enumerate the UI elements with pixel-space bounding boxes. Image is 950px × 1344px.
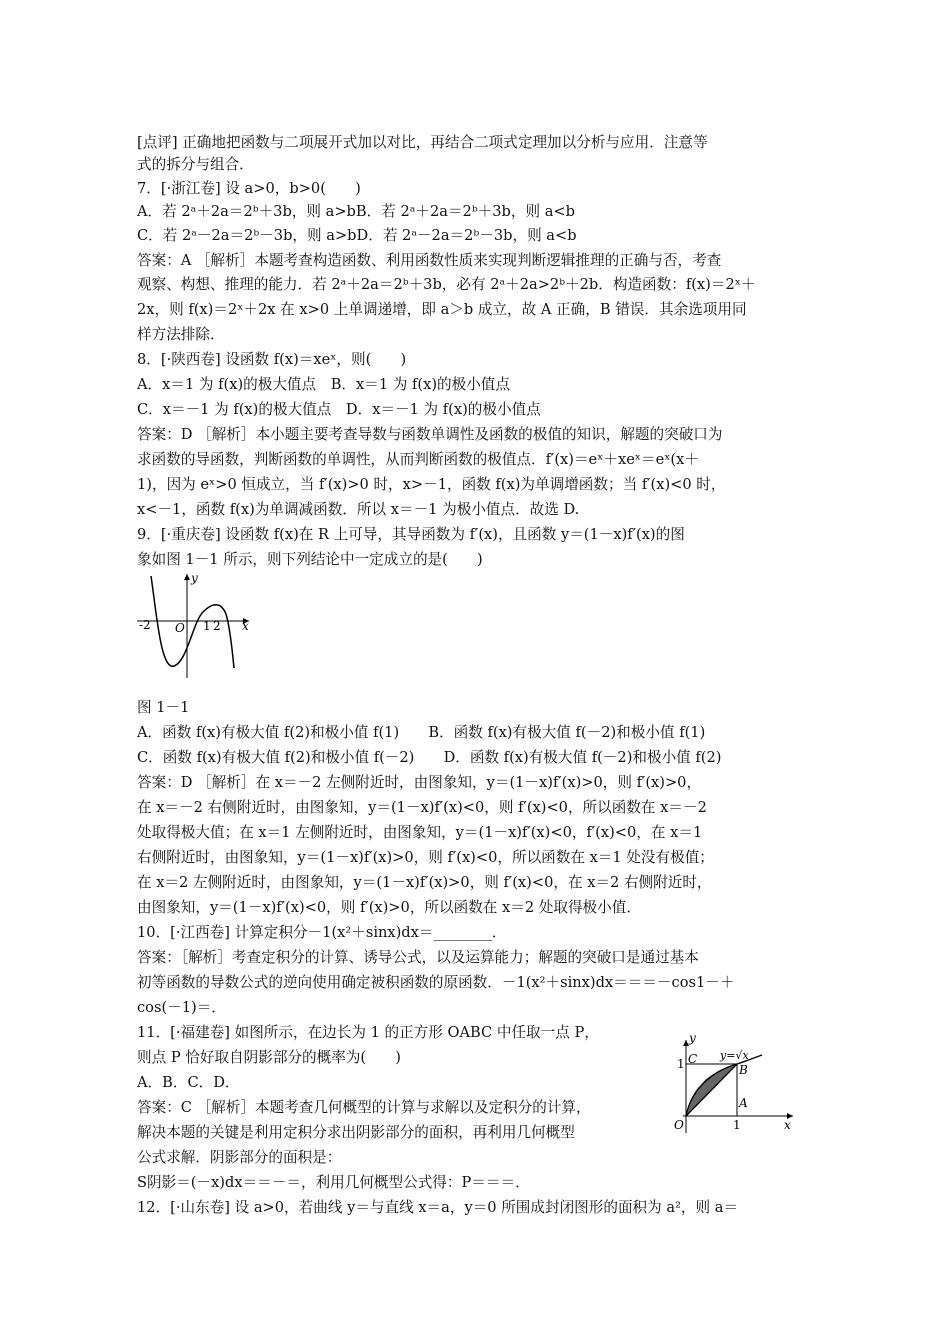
- fig1-label-1: 1: [203, 619, 211, 633]
- answer-line: 答案：C ［解析］本题考查几何概型的计算与求解以及定积分的计算，: [137, 1099, 591, 1116]
- fig2-label-c: C: [688, 1052, 698, 1066]
- figure-1-1-graph: [137, 572, 252, 682]
- text-line: 求函数的导函数，判断函数的单调性，从而判断函数的极值点．f′(x)＝eˣ＋xeˣ＝eˣ(x＋: [137, 451, 699, 468]
- text-line: 式的拆分与组合．: [137, 156, 254, 173]
- text-line: 1)，因为 eˣ>0 恒成立，当 f′(x)>0 时，x>－1，函数 f(x)为单调增函数；当 f′(x)<0 时，: [137, 476, 726, 493]
- answer-line: 答案：［解析］考查定积分的计算、诱导公式，以及运算能力；解题的突破口是通过基本: [137, 949, 699, 966]
- option-line: C．函数 f(x)有极大值 f(2)和极小值 f(－2) D．函数 f(x)有极大值 f(－2)和极小值 f(2): [137, 749, 722, 766]
- answer-line: 答案：A ［解析］本题考查构造函数、利用函数性质来实现判断逻辑推理的正确与否，考查: [137, 252, 722, 269]
- figure-square-oabc: [668, 1025, 798, 1135]
- text-line: [点评] 正确地把函数与二项展开式加以对比，再结合二项式定理加以分析与应用．注意等: [137, 134, 708, 151]
- option-line: A．B．C．D．: [137, 1074, 240, 1091]
- text-line: 在 x＝－2 右侧附近时，由图象知，y＝(1－x)f′(x)<0，则 f′(x)<0，所以函数在 x＝－2: [137, 799, 707, 816]
- fig2-axis-x: x: [784, 1118, 791, 1132]
- text-line: 右侧附近时，由图象知，y＝(1－x)f′(x)>0，则 f′(x)<0，所以函数在 x＝1 处没有极值；: [137, 849, 714, 866]
- figure-caption: 图 1－1: [137, 699, 190, 716]
- option-line: C．x＝－1 为 f(x)的极大值点 D．x＝－1 为 f(x)的极小值点: [137, 401, 541, 418]
- text-line: 初等函数的导数公式的逆向使用确定被积函数的原函数．－1(x²＋sinx)dx＝＝＝－cos1－＋: [137, 974, 735, 991]
- question-8-title: 8．[·陕西卷] 设函数 f(x)＝xeˣ，则( ): [137, 351, 407, 368]
- text-line: S阴影＝(－x)dx＝＝－＝，利用几何概型公式得：P＝＝＝．: [137, 1174, 530, 1191]
- fig1-label-origin: O: [175, 621, 185, 635]
- question-11-title: 11．[·福建卷] 如图所示，在边长为 1 的正方形 OABC 中任取一点 P，: [137, 1024, 599, 1041]
- fig1-label-2: 2: [213, 619, 221, 633]
- fig2-axis-y: y: [689, 1031, 696, 1045]
- fig1-label-neg2: -2: [139, 618, 151, 632]
- fig2-label-a: A: [739, 1096, 748, 1110]
- text-line: 处取得极大值；在 x＝1 左侧附近时，由图象知，y＝(1－x)f′(x)<0，f′(x)<0，在 x＝1: [137, 824, 703, 841]
- text-line: 由图象知，y＝(1－x)f′(x)<0，则 f′(x)>0，所以函数在 x＝2 处取得极小值．: [137, 899, 641, 916]
- question-12-title: 12．[·山东卷] 设 a>0，若曲线 y＝与直线 x＝a，y＝0 所围成封闭图形的面积为 a²，则 a＝: [137, 1199, 739, 1216]
- text-line: x<－1，函数 f(x)为单调减函数．所以 x＝－1 为极小值点．故选 D.: [137, 501, 580, 518]
- fig2-label-b: B: [739, 1063, 748, 1077]
- fig1-axis-x: x: [242, 619, 249, 633]
- text-line: 2x，则 f(x)＝2ˣ＋2x 在 x>0 上单调递增，即 a＞b 成立，故 A 正确，B 错误．其余选项用同: [137, 301, 747, 318]
- answer-line: 答案：D ［解析］本小题主要考查导数与函数单调性及函数的极值的知识，解题的突破口为: [137, 426, 723, 443]
- text-line: 样方法排除．: [137, 326, 225, 343]
- option-line: A．若 2ᵃ＋2a＝2ᵇ＋3b，则 a>bB．若 2ᵃ＋2a＝2ᵇ＋3b，则 a<b: [137, 203, 575, 220]
- text-line: 解决本题的关键是利用定积分求出阴影部分的面积，再利用几何概型: [137, 1124, 575, 1141]
- text-line: 象如图 1－1 所示，则下列结论中一定成立的是( ): [137, 551, 483, 568]
- option-line: C．若 2ᵃ－2a＝2ᵇ－3b，则 a>bD．若 2ᵃ－2a＝2ᵇ－3b，则 a<b: [137, 227, 577, 244]
- fig2-label-1x: 1: [733, 1118, 741, 1132]
- fig2-label-1y: 1: [677, 1057, 685, 1071]
- question-7-title: 7．[·浙江卷] 设 a>0，b>0( ): [137, 180, 361, 197]
- text-line: 观察、构想、推理的能力．若 2ᵃ＋2a＝2ᵇ＋3b，必有 2ᵃ＋2a>2ᵇ＋2b．构造函数：f(x)＝2ˣ＋: [137, 276, 756, 293]
- text-line: 则点 P 恰好取自阴影部分的概率为( ): [137, 1049, 401, 1066]
- fig1-axis-y: y: [191, 572, 198, 585]
- text-line: cos(－1)＝．: [137, 999, 226, 1016]
- text-line: 公式求解．阴影部分的面积是：: [137, 1149, 342, 1166]
- question-10-title: 10．[·江西卷] 计算定积分－1(x²＋sinx)dx＝________．: [137, 924, 507, 941]
- question-9-title: 9．[·重庆卷] 设函数 f(x)在 R 上可导，其导函数为 f′(x)，且函数 y＝(1－x)f′(x)的图: [137, 526, 685, 543]
- option-line: A．x＝1 为 f(x)的极大值点 B．x＝1 为 f(x)的极小值点: [137, 376, 510, 393]
- answer-line: 答案：D ［解析］在 x＝－2 左侧附近时，由图象知，y＝(1－x)f′(x)>0，则 f′(x)>0，: [137, 774, 702, 791]
- fig2-curve-label: y=√x: [720, 1049, 749, 1062]
- fig2-label-origin: O: [674, 1118, 684, 1132]
- option-line: A．函数 f(x)有极大值 f(2)和极小值 f(1) B．函数 f(x)有极大值 f(－2)和极小值 f(1): [137, 724, 706, 741]
- text-line: 在 x＝2 左侧附近时，由图象知，y＝(1－x)f′(x)>0，则 f′(x)<0，在 x＝2 右侧附近时，: [137, 874, 712, 891]
